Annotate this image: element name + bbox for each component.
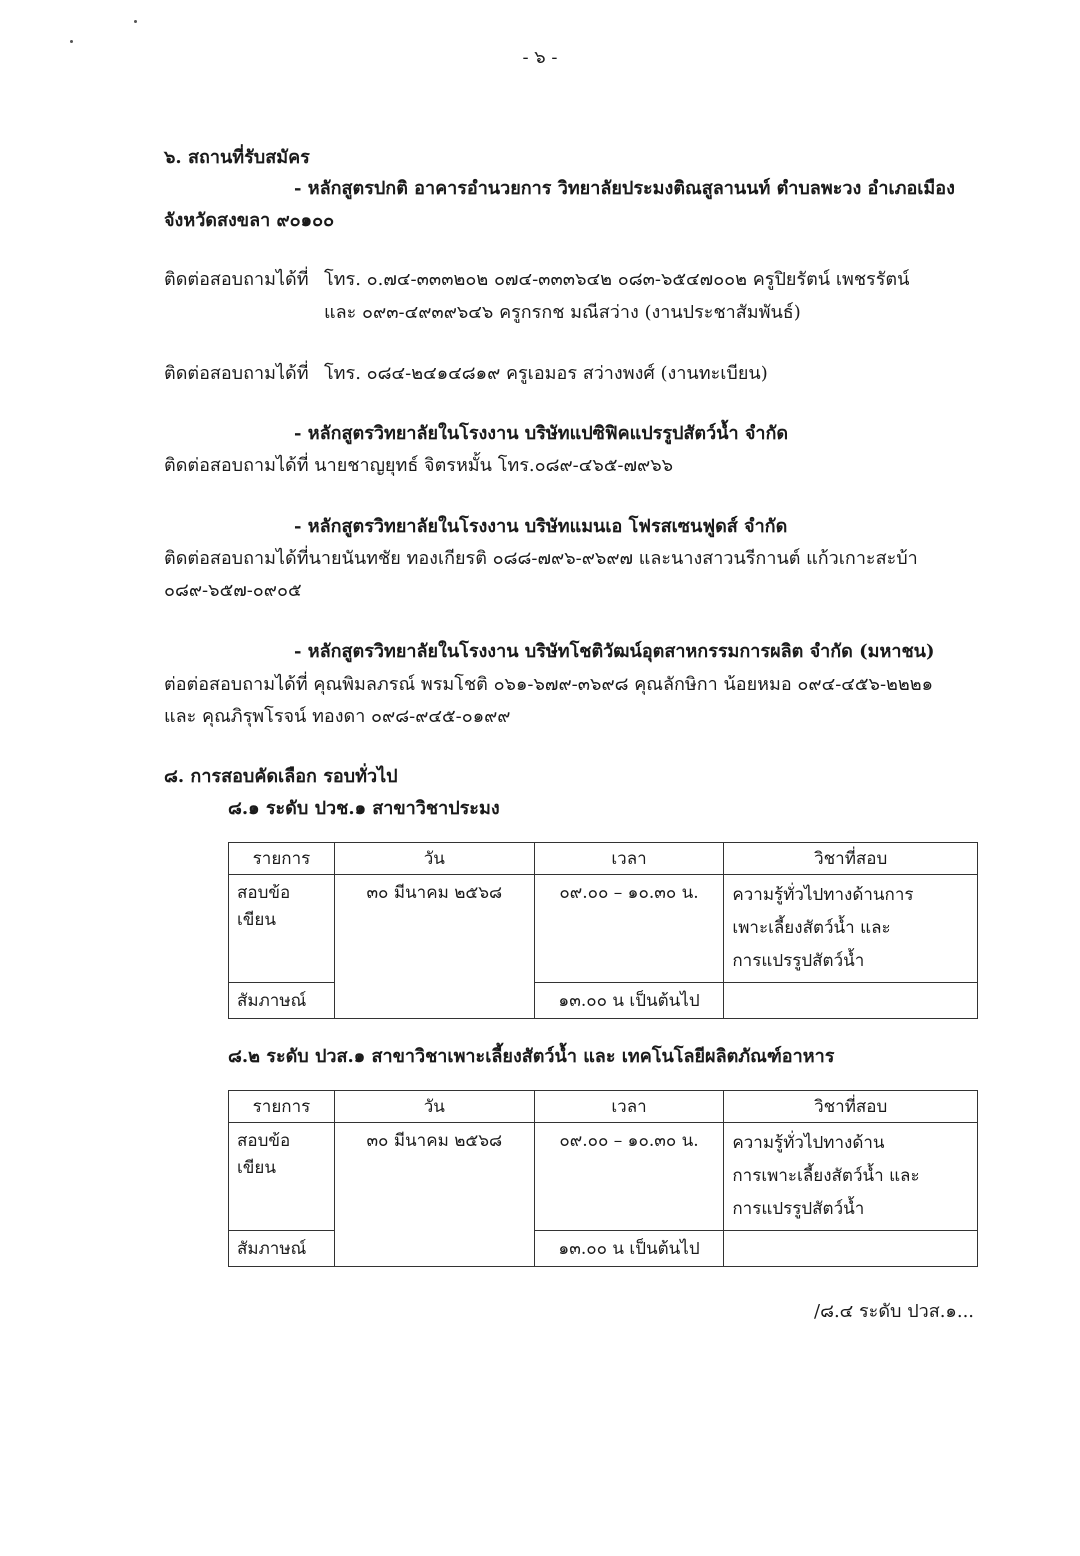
cell-interview-subject-empty [724,983,978,1019]
page-number: - ๖ - [522,47,558,68]
table-row-written [229,1123,978,1231]
section6-heading: ๖. สถานที่รับสมัคร [164,147,310,168]
cell-interview-time: ๑๓.๐๐ น เป็นต้นไป [534,1231,724,1267]
exam-schedule-table-1 [228,842,978,1019]
cell-exam-time: ๐๙.๐๐ – ๑๐.๓๐ น. [534,1123,724,1231]
chotiwat-contact-line1: ต่อต่อสอบถามได้ที่ คุณพิมลภรณ์ พรมโชติ ๐๖๑-๖๗๙-๓๖๙๘ คุณลักษิกา น้อยหมอ ๐๙๔-๔๕๖-๒๒๒๑ [164,674,934,695]
table-row-written [229,875,978,983]
cell-interview-time: ๑๓.๐๐ น เป็นต้นไป [534,983,724,1019]
table-header-row [229,843,978,875]
cell-written-exam: สอบข้อเขียน [229,875,335,983]
pacific-course-heading: - หลักสูตรวิทยาลัยในโรงงาน บริษัทแปซิฟิคแปรรูปสัตว์น้ำ จำกัด [294,423,789,444]
contact1-line2: และ ๐๙๓-๔๙๓๙๖๔๖ ครูกรกช มณีสว่าง (งานประชาสัมพันธ์) [324,302,801,323]
regular-course-line2: จังหวัดสงขลา ๙๐๑๐๐ [164,210,335,231]
scan-speck [134,20,137,23]
contact1-line1: โทร. ๐.๗๔-๓๓๓๒๐๒ ๐๗๔-๓๓๓๖๔๒ ๐๘๓-๖๕๔๗๐๐๒ ครูปิยรัตน์ เพชรรัตน์ [324,269,910,290]
cell-interview: สัมภาษณ์ [229,1231,335,1267]
col-header-time: เวลา [534,843,724,875]
scan-speck [70,40,73,43]
manna-contact-line2: ๐๘๙-๖๕๗-๐๙๐๕ [164,580,302,601]
col-header-item: รายการ [229,843,335,875]
cell-exam-date: ๓๐ มีนาคม ๒๕๖๘ [334,875,534,1019]
cell-written-exam: สอบข้อเขียน [229,1123,335,1231]
chotiwat-contact-line2: และ คุณภิรุพโรจน์ ทองดา ๐๙๘-๙๔๕-๐๑๙๙ [164,706,511,727]
pacific-contact: ติดต่อสอบถามได้ที่ นายชาญยุทธ์ จิตรหมั้น โทร.๐๘๙-๔๖๕-๗๙๖๖ [164,455,674,476]
cell-exam-time: ๐๙.๐๐ – ๑๐.๓๐ น. [534,875,724,983]
col-header-subject: วิชาที่สอบ [724,1091,978,1123]
regular-course-line1: - หลักสูตรปกติ อาคารอำนวยการ วิทยาลัยประมงติณสูลานนท์ ตำบลพะวง อำเภอเมือง [294,178,955,199]
cell-interview-subject-empty [724,1231,978,1267]
table1-title: ๘.๑ ระดับ ปวช.๑ สาขาวิชาประมง [228,798,500,819]
col-header-subject: วิชาที่สอบ [724,843,978,875]
col-header-time: เวลา [534,1091,724,1123]
next-page-reference: /๘.๔ ระดับ ปวส.๑... [814,1301,975,1322]
cell-interview: สัมภาษณ์ [229,983,335,1019]
contact2-label: ติดต่อสอบถามได้ที่ [164,363,309,384]
table-header-row [229,1091,978,1123]
exam-schedule-table-2 [228,1090,978,1267]
contact2-line: โทร. ๐๘๔-๒๔๑๔๘๑๙ ครูเอมอร สว่างพงศ์ (งานทะเบียน) [324,363,768,384]
table2-title: ๘.๒ ระดับ ปวส.๑ สาขาวิชาเพาะเลี้ยงสัตว์น้ำ และ เทคโนโลยีผลิตภัณฑ์อาหาร [228,1046,835,1067]
col-header-item: รายการ [229,1091,335,1123]
chotiwat-course-heading: - หลักสูตรวิทยาลัยในโรงงาน บริษัทโชติวัฒน์อุตสาหกรรมการผลิต จำกัด (มหาชน) [294,641,935,662]
cell-exam-subject: ความรู้ทั่วไปทางด้านการ เพาะเลี้ยงสัตว์น้ำ และ การแปรรูปสัตว์น้ำ [724,875,978,983]
cell-exam-date: ๓๐ มีนาคม ๒๕๖๘ [334,1123,534,1267]
manna-course-heading: - หลักสูตรวิทยาลัยในโรงงาน บริษัทแมนเอ โฟรสเซนฟูดส์ จำกัด [294,516,788,537]
contact1-label: ติดต่อสอบถามได้ที่ [164,269,309,290]
cell-exam-subject: ความรู้ทั่วไปทางด้าน การเพาะเลี้ยงสัตว์น้ำ และ การแปรรูปสัตว์น้ำ [724,1123,978,1231]
col-header-date: วัน [334,843,534,875]
manna-contact-line1: ติดต่อสอบถามได้ที่นายนันทชัย ทองเกียรติ ๐๘๘-๗๙๖-๙๖๙๗ และนางสาวนรีกานต์ แก้วเกาะสะบ้า [164,548,918,569]
section8-heading: ๘. การสอบคัดเลือก รอบทั่วไป [164,766,398,787]
col-header-date: วัน [334,1091,534,1123]
